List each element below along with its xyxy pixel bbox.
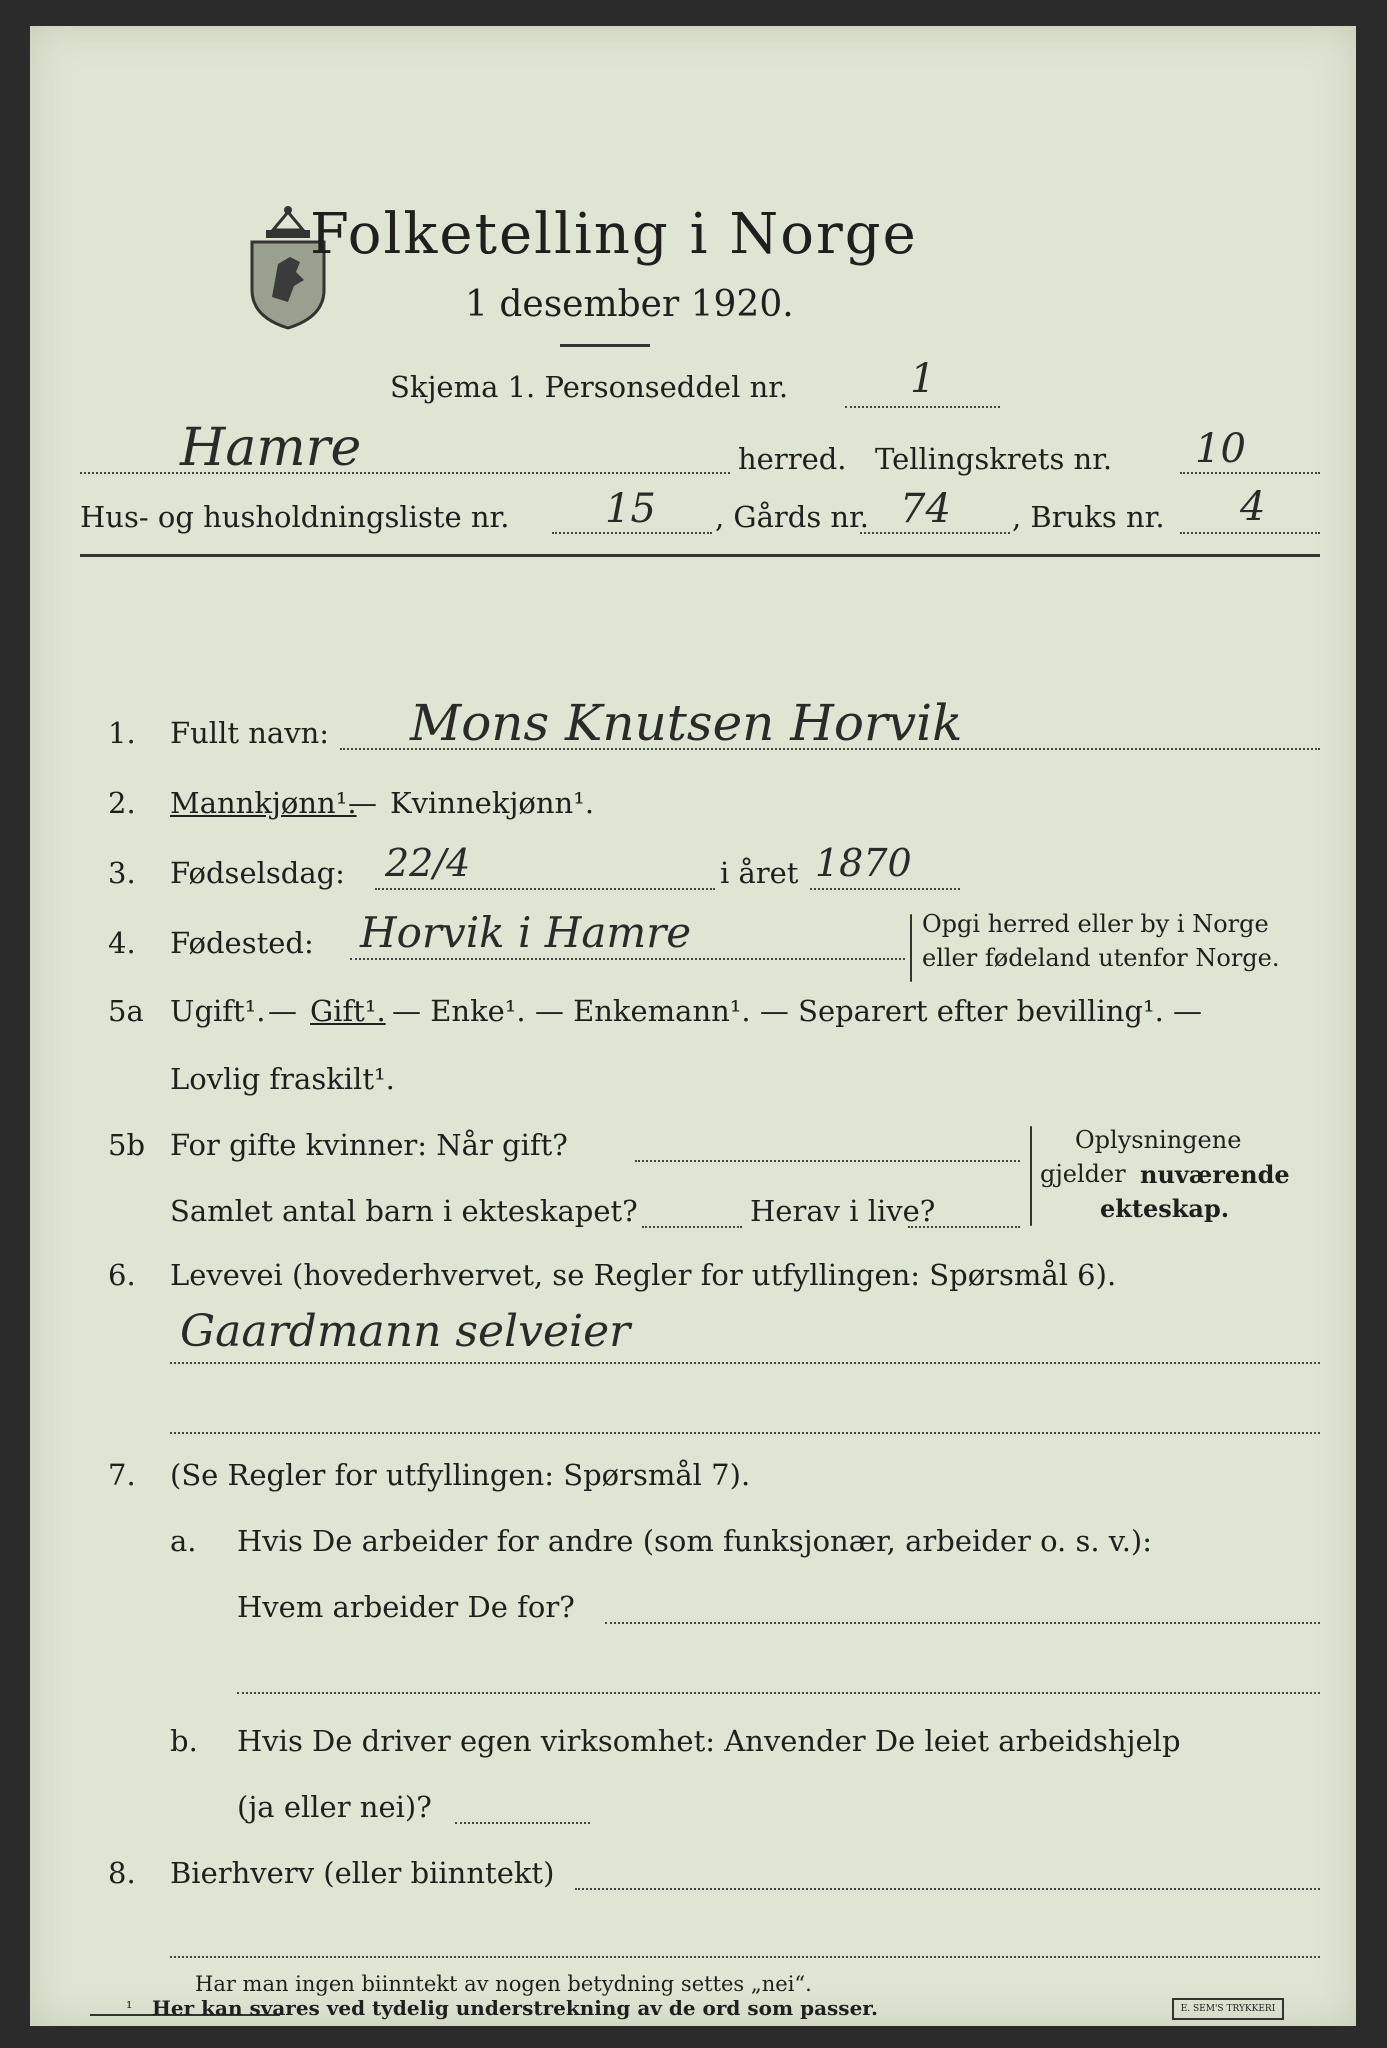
footnote-text: Her kan svares ved tydelig understrekning av de ord som passer. (152, 1996, 878, 2020)
q5b-number: 5b (108, 1128, 146, 1162)
herred-label: herred. (738, 442, 847, 476)
q7b-question: (ja eller nei)? (237, 1790, 432, 1824)
q5b-brace (1030, 1126, 1032, 1226)
q5b-living-line (908, 1226, 1020, 1228)
q4-brace (910, 914, 912, 982)
q5a-number: 5a (108, 994, 144, 1028)
q7-number: 7. (108, 1458, 136, 1492)
hus-label: Hus- og husholdningsliste nr. (80, 500, 510, 534)
personseddel-line (845, 406, 1000, 408)
q5b-note-line3: ekteskap. (1100, 1194, 1230, 1223)
q3-number: 3. (108, 856, 136, 890)
q2-separator: — (348, 786, 377, 820)
q4-label: Fødested: (170, 926, 314, 960)
q2-female-option[interactable]: Kvinnekjønn¹. (390, 786, 595, 820)
q7a-letter: a. (170, 1524, 197, 1558)
form-date: 1 desember 1920. (465, 284, 794, 325)
q7a-question: Hvem arbeider De for? (237, 1590, 575, 1624)
q2-number: 2. (108, 786, 136, 820)
title-divider (560, 344, 650, 347)
q5b-married-when-label: For gifte kvinner: Når gift? (170, 1128, 568, 1162)
q5a-other-options[interactable]: — Enke¹. — Enkemann¹. — Separert efter bevilling¹. — (392, 994, 1203, 1028)
gards-line (860, 532, 1010, 534)
q1-number: 1. (108, 716, 136, 750)
q6-line1 (170, 1362, 1320, 1364)
q8-number: 8. (108, 1856, 136, 1890)
q5b-children-label: Samlet antal barn i ekteskapet? (170, 1194, 638, 1228)
q3-label: Fødselsdag: (170, 856, 345, 890)
q4-line (350, 958, 905, 960)
bruks-line (1180, 532, 1320, 534)
herred-line (80, 472, 730, 474)
census-form-page (30, 26, 1356, 2026)
q7a-label: Hvis De arbeider for andre (som funksjonær, arbeider o. s. v.): (237, 1524, 1153, 1558)
q2-male-option[interactable]: Mannkjønn¹. (170, 786, 357, 820)
hus-nr[interactable]: 15 (605, 486, 656, 532)
q5b-children-line (642, 1226, 742, 1228)
q7b-label: Hvis De driver egen virksomhet: Anvender De leiet arbeidshjelp (237, 1724, 1181, 1758)
tellingskrets-label: Tellingskrets nr. (875, 442, 1113, 476)
skjema-label: Skjema 1. Personseddel nr. (390, 370, 789, 404)
q6-label: Levevei (hovederhvervet, se Regler for utfyllingen: Spørsmål 6). (170, 1258, 1117, 1292)
q3-birth-day[interactable]: 22/4 (385, 841, 471, 885)
header-rule (80, 554, 1320, 557)
q8-line1 (575, 1888, 1320, 1890)
q5b-note-line2b: nuværende (1140, 1160, 1290, 1189)
footnote-mark: ¹ (126, 1998, 133, 2017)
q5b-married-when-line (635, 1160, 1020, 1162)
q5a-ugift-option[interactable]: Ugift¹. (170, 994, 266, 1028)
q4-number: 4. (108, 926, 136, 960)
q5b-living-label: Herav i live? (750, 1194, 936, 1228)
personseddel-nr[interactable]: 1 (910, 356, 936, 402)
q3-year-label: i året (720, 856, 799, 890)
q3-birth-year[interactable]: 1870 (815, 841, 912, 885)
q1-full-name[interactable]: Mons Knutsen Horvik (410, 694, 963, 752)
q5a-fraskilt-option[interactable]: Lovlig fraskilt¹. (170, 1062, 395, 1096)
q8-label: Bierhverv (eller biinntekt) (170, 1856, 555, 1890)
q7a-line2 (237, 1692, 1320, 1694)
q5a-dash: — (268, 994, 297, 1028)
q6-occupation[interactable]: Gaardmann selveier (180, 1306, 631, 1357)
q7b-line (455, 1822, 590, 1824)
tellingskrets-nr[interactable]: 10 (1195, 426, 1246, 472)
form-title: Folketelling i Norge (310, 202, 918, 267)
q5a-gift-option[interactable]: Gift¹. (310, 994, 386, 1028)
q3-year-line (810, 888, 960, 890)
q6-number: 6. (108, 1258, 136, 1292)
q8-line2 (170, 1956, 1320, 1958)
tellingskrets-line (1180, 472, 1320, 474)
q4-note-line1: Opgi herred eller by i Norge (922, 910, 1269, 938)
q7b-letter: b. (170, 1724, 198, 1758)
hus-line (552, 532, 712, 534)
q7a-line1 (605, 1622, 1320, 1624)
q5b-note-line2a: gjelder (1040, 1160, 1126, 1188)
herred-value[interactable]: Hamre (180, 418, 362, 478)
q4-birthplace[interactable]: Horvik i Hamre (360, 908, 692, 957)
gards-nr[interactable]: 74 (900, 486, 951, 532)
bruks-nr[interactable]: 4 (1240, 484, 1266, 530)
q5b-note-line1: Oplysningene (1075, 1126, 1242, 1154)
q1-label: Fullt navn: (170, 716, 330, 750)
bruks-label: , Bruks nr. (1012, 500, 1165, 534)
q7-label: (Se Regler for utfyllingen: Spørsmål 7). (170, 1458, 751, 1492)
printer-stamp: E. SEM'S TRYKKERI (1172, 1998, 1284, 2020)
gards-label: , Gårds nr. (715, 500, 869, 534)
q3-day-line (375, 888, 715, 890)
q8-note: Har man ingen biinntekt av nogen betydning settes „nei“. (195, 1972, 812, 1996)
q4-note-line2: eller fødeland utenfor Norge. (922, 944, 1280, 972)
q6-line2 (170, 1432, 1320, 1434)
